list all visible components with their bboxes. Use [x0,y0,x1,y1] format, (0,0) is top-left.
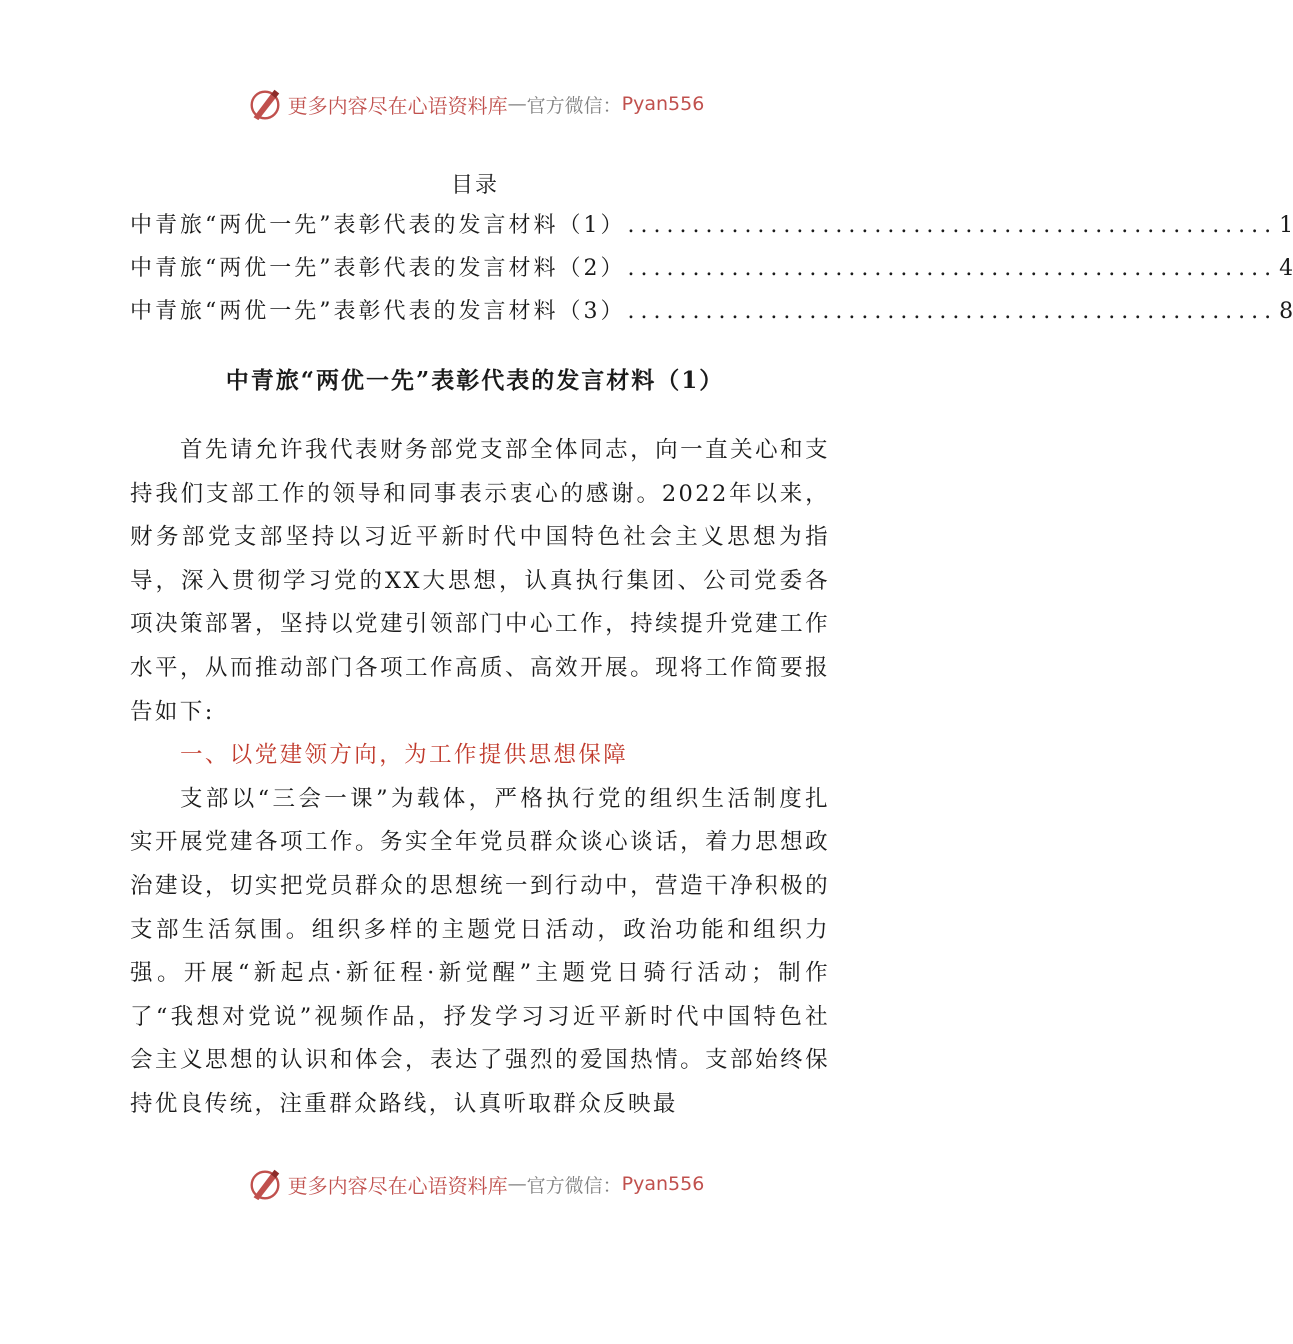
table-of-contents [130,208,1293,337]
banner-label: 官方微信： [526,94,622,117]
intro-paragraph: 首先请允许我代表财务部党支部全体同志，向一直关心和支持我们支部工作的领导和同事表示衷心的感谢。2022年以来，财务部党支部坚持以习近平新时代中国特色社会主义思想为指导，深入贯彻学习党的XX大思想，认真执行集团、公司党委各项决策部署，坚持以党建引领部门中心工作，持续提升党建工作水平，从而推动部门各项工作高质、高效开展。现将工作简要报告如下: [130,437,830,725]
banner-main-text: 更多内容尽在心语资料库 [287,1173,508,1198]
toc-leader-dots: .................................................. [627,256,1278,281]
toc-entry[interactable] [130,208,1293,251]
banner-dash: — [507,1173,527,1195]
section-paragraph: 支部以“三会一课”为载体，严格执行党的组织生活制度扎实开展党建各项工作。务实全年党员群众谈心谈话，着力思想政治建设，切实把党员群众的思想统一到行动中，营造干净积极的支部生活氛围。组织多样的主题党日活动，政治功能和组织力强。开展“新起点·新征程·新觉醒”主题党日骑行活动；制作了“我想对党说”视频作品，抒发学习习近平新时代中国特色社会主义思想的认识和体会，表达了强烈的爱国热情。支部始终保持优良传统，注重群众路线，认真听取群众反映最 [130,785,830,1117]
toc-entry-text: 中青旅“两优一先”表彰代表的发言材料（1） [130,213,626,238]
toc-entry[interactable] [130,251,1293,294]
toc-title: 目录 [450,173,499,198]
pen-logo-icon [246,1165,284,1203]
toc-entry-text: 中青旅“两优一先”表彰代表的发言材料（2） [130,256,626,281]
banner-wechat-id: Pyan556 [621,1173,705,1195]
toc-leader-dots: .................................................. [627,299,1278,324]
toc-leader-dots: .................................................. [627,213,1278,238]
toc-entry-text: 中青旅“两优一先”表彰代表的发言材料（3） [130,299,626,324]
document-title: 中青旅“两优一先”表彰代表的发言材料（1） [225,367,725,394]
banner-dash: — [507,93,527,115]
banner-label: 官方微信： [526,1174,622,1197]
toc-entry-page: 8 [1279,299,1293,324]
toc-entry[interactable] [130,294,1293,337]
toc-entry-page: 1 [1279,213,1293,238]
banner-wechat-id: Pyan556 [621,93,705,115]
footer-banner [0,1164,950,1204]
pen-logo-icon [246,85,284,123]
header-banner [0,84,950,124]
banner-main-text: 更多内容尽在心语资料库 [287,93,508,118]
section-heading: 一、以党建领方向，为工作提供思想保障 [180,742,629,769]
document-body [130,429,830,1127]
toc-entry-page: 4 [1279,256,1293,281]
